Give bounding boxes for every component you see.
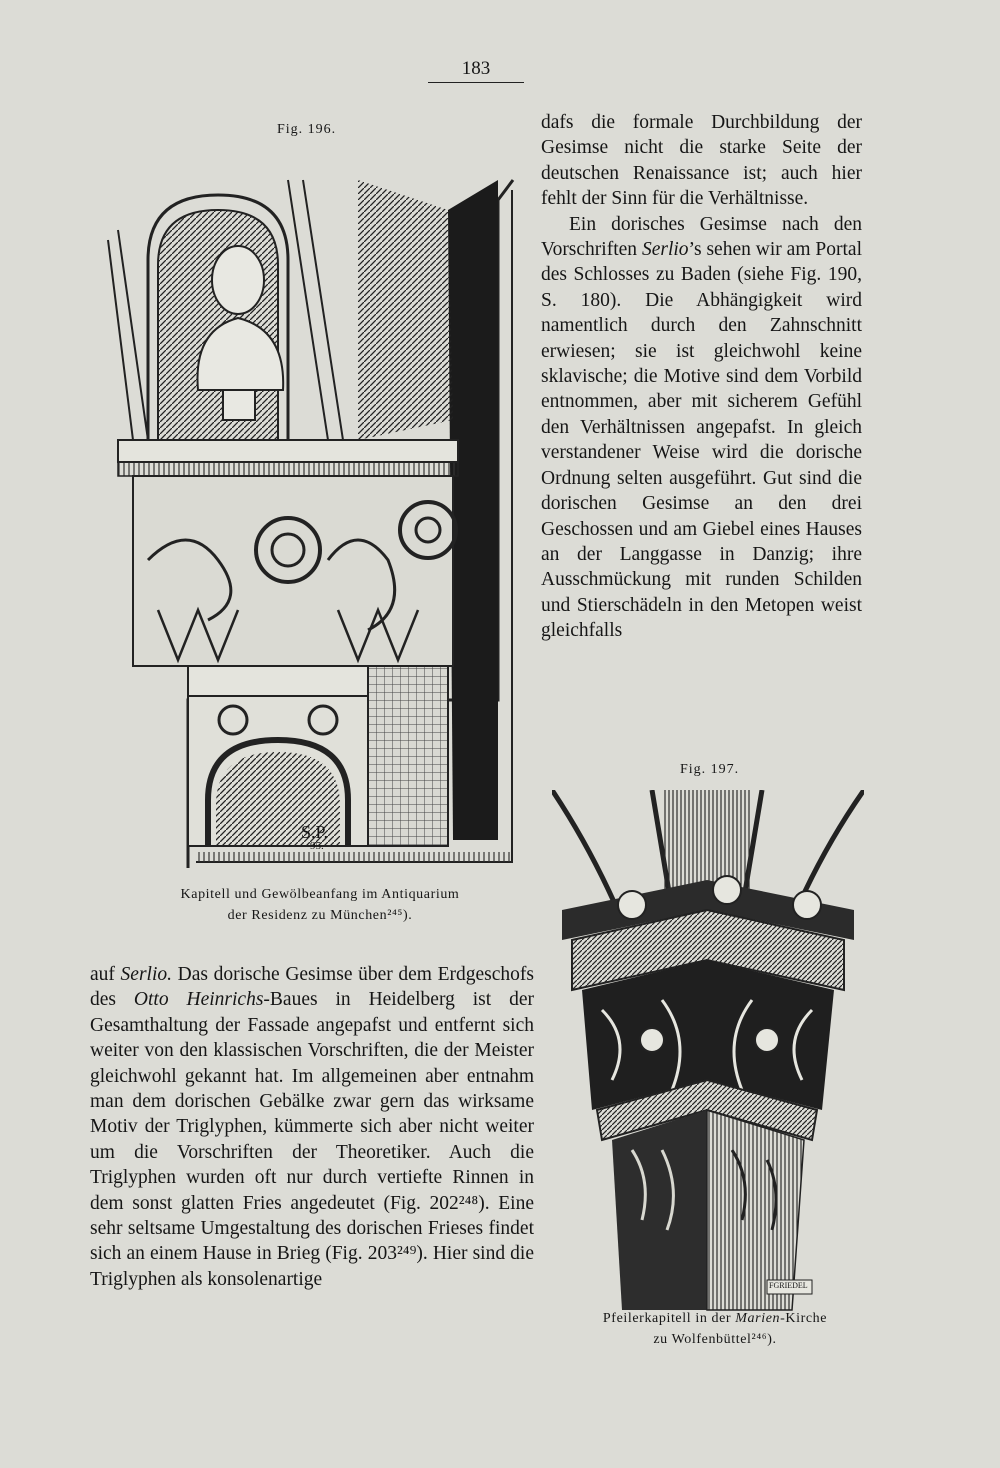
figure-196-monogram: S.P. bbox=[301, 822, 329, 842]
figure-197-signature: FGRIEDEL bbox=[769, 1281, 808, 1290]
figure-197-caption bbox=[560, 1308, 870, 1350]
figure-196-engraving bbox=[88, 140, 520, 868]
figure-196-caption-line1: Kapitell und Gewölbeanfang im Antiquarium bbox=[180, 887, 460, 902]
left-paragraph-part-b: -Baues in Heidelberg ist der Gesamthaltung der Fassade angepafst und entfernt sich weiter von den klassischen Vorschriften, die der Meister gleichwohl gekannt hat. Im allgemeinen aber entnahm man dem dorischen Gebälke zwar gern das wirksame Motiv der Triglyphen, kümmerte sich aber nicht weiter um die Vorschriften der Theoretiker. Auch die Triglyphen wurden oft nur durch vertiefte Rinnen in dem sonst glatten Fries angedeutet (Fig. 202²⁴⁸). Eine sehr seltsame Umgestaltung des dorischen Frieses findet sich an einem Hause in Brieg (Fig. 203²⁴⁹). Hier sind die Triglyphen als konsolenartige bbox=[90, 989, 535, 1290]
left-paragraph-lead: auf bbox=[90, 964, 121, 985]
figure-197-caption-line2: zu Wolfenbüttel²⁴⁶). bbox=[653, 1332, 777, 1347]
right-paragraph-2 bbox=[541, 212, 862, 644]
right-paragraph-2-part-a: Ein dorisches Gesimse nach den Vorschriften bbox=[541, 213, 862, 261]
left-column-text bbox=[90, 962, 534, 1292]
figure-197-caption-pre: Pfeilerkapitell in der bbox=[602, 1311, 736, 1326]
left-paragraph-lead-emphasis: Serlio. bbox=[120, 964, 173, 985]
figure-197-label: Fig. 197. bbox=[680, 762, 740, 777]
page-number: 183 bbox=[428, 58, 524, 83]
left-paragraph bbox=[90, 962, 534, 1292]
figure-197-caption-post: -Kirche bbox=[780, 1311, 828, 1326]
figure-196-caption bbox=[110, 884, 530, 926]
figure-197-caption-line1 bbox=[560, 1308, 870, 1329]
left-paragraph-emphasis: Otto Heinrichs bbox=[133, 989, 264, 1011]
left-paragraph-part-a: Das dorische Gesimse über dem Erdgeschofs des bbox=[90, 964, 534, 1011]
figure-196-monogram-year: 95. bbox=[310, 840, 324, 852]
figure-197-engraving bbox=[552, 790, 864, 1320]
right-paragraph-2-part-b: ’s sehen wir am Portal des Schlosses zu Baden (siehe Fig. 190, S. 180). Die Abhängigkeit wird namentlich durch den Zahnschnitt erwiesen; sie ist gleichwohl keine sklavische; die Motive sind dem Vorbild entnommen, aber mit sicherem Gefühl den Verhältnissen angepafst. In gleich verstandener Weise wird die dorische Ordnung selten ausgeführt. Gut sind die dorischen Gesimse an den drei Geschossen und am Giebel eines Hauses an der Langgasse in Danzig; ihre Ausschmückung mit runden Schilden und Stierschädeln in den Metopen weist gleichfalls bbox=[541, 239, 862, 642]
right-paragraph-1: dafs die formale Durchbildung der Gesimse nicht die starke Seite der deutschen Renaissance ist; auch hier fehlt der Sinn für die Verhältnisse. bbox=[541, 112, 862, 210]
figure-197-caption-emphasis: Marien bbox=[735, 1311, 781, 1326]
right-paragraph-2-emphasis: Serlio bbox=[641, 239, 689, 261]
figure-196-label: Fig. 196. bbox=[277, 122, 337, 137]
figure-196-caption-line2: der Residenz zu München²⁴⁵). bbox=[227, 908, 413, 923]
right-column-text bbox=[541, 110, 862, 644]
